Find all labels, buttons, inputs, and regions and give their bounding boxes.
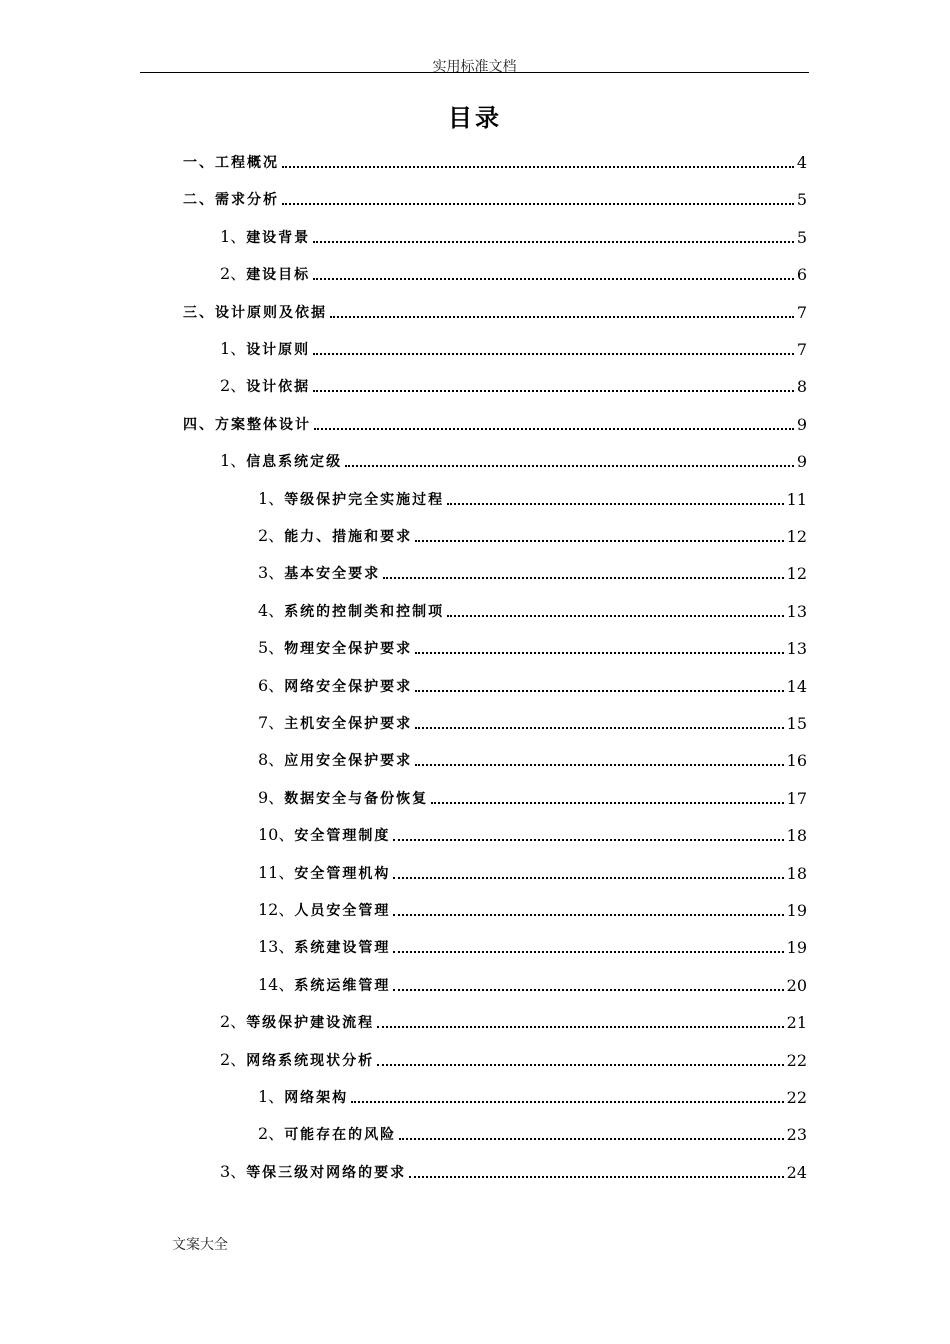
toc-entry-number: 2、 bbox=[220, 376, 247, 395]
toc-entry-title: 能力、措施和要求 bbox=[284, 529, 413, 545]
toc-entry-title: 设计原则 bbox=[246, 342, 311, 358]
toc-entry-title: 网络安全保护要求 bbox=[284, 679, 413, 695]
toc-entry[interactable] bbox=[258, 709, 807, 733]
toc-entry-label bbox=[258, 934, 390, 957]
toc-entry-title: 设计原则及依据 bbox=[215, 305, 327, 321]
toc-dot-leader bbox=[330, 316, 794, 318]
toc-entry-label bbox=[220, 373, 310, 396]
toc-page-number: 9 bbox=[796, 415, 807, 434]
toc-dot-leader bbox=[282, 166, 794, 168]
toc-dot-leader bbox=[415, 764, 783, 766]
toc-entry-number: 14、 bbox=[258, 975, 295, 994]
toc-entry[interactable] bbox=[220, 1008, 807, 1032]
toc-dot-leader bbox=[383, 577, 783, 579]
toc-entry-label bbox=[220, 336, 310, 359]
toc-dot-leader bbox=[393, 839, 783, 841]
toc-entry-number: 二、 bbox=[183, 192, 215, 208]
toc-entry[interactable] bbox=[258, 821, 807, 845]
toc-entry-title: 方案整体设计 bbox=[215, 417, 311, 433]
toc-entry[interactable] bbox=[220, 1046, 807, 1070]
toc-entry-title: 工程概况 bbox=[215, 155, 279, 171]
toc-page-number: 7 bbox=[796, 340, 807, 359]
toc-entry-title: 安全管理制度 bbox=[294, 828, 391, 844]
toc-dot-leader bbox=[377, 1026, 783, 1028]
toc-entry-number: 2、 bbox=[220, 264, 247, 283]
toc-entry-label bbox=[258, 486, 444, 509]
toc-entry-label bbox=[183, 302, 327, 322]
toc-entry-label bbox=[220, 448, 342, 471]
toc-dot-leader bbox=[415, 652, 783, 654]
toc-entry-number: 4、 bbox=[258, 601, 285, 620]
toc-page-number: 9 bbox=[796, 452, 807, 471]
toc-entry-title: 建设目标 bbox=[246, 267, 311, 283]
toc-entry-number: 1、 bbox=[220, 451, 247, 470]
toc-entry[interactable] bbox=[220, 223, 807, 247]
toc-dot-leader bbox=[399, 1138, 783, 1140]
toc-entry-number: 四、 bbox=[183, 417, 215, 433]
page-footer: 文案大全 bbox=[172, 1237, 228, 1253]
toc-entry[interactable] bbox=[258, 971, 807, 995]
toc-entry-label bbox=[258, 1121, 396, 1144]
toc-entry-title: 物理安全保护要求 bbox=[284, 641, 413, 657]
toc-entry-title: 等保三级对网络的要求 bbox=[246, 1165, 407, 1181]
toc-entry-number: 三、 bbox=[183, 305, 215, 321]
toc-entry-number: 一、 bbox=[183, 155, 215, 171]
toc-entry[interactable] bbox=[258, 1120, 807, 1144]
toc-dot-leader bbox=[314, 428, 794, 430]
toc-page-number: 12 bbox=[786, 564, 807, 583]
toc-entry-number: 3、 bbox=[220, 1162, 247, 1181]
toc-dot-leader bbox=[313, 390, 794, 392]
toc-dot-leader bbox=[345, 465, 794, 467]
toc-entry-label bbox=[258, 897, 390, 920]
toc-page-number: 21 bbox=[786, 1013, 807, 1032]
toc-page-number: 14 bbox=[786, 677, 807, 696]
toc-dot-leader bbox=[313, 353, 794, 355]
toc-entry-number: 2、 bbox=[220, 1050, 247, 1069]
toc-entry-number: 12、 bbox=[258, 900, 295, 919]
toc-entry-label bbox=[258, 860, 390, 883]
toc-page-number: 18 bbox=[786, 826, 807, 845]
toc-dot-leader bbox=[415, 727, 783, 729]
toc-entry-number: 2、 bbox=[258, 526, 285, 545]
toc-dot-leader bbox=[415, 540, 783, 542]
toc-entry[interactable] bbox=[220, 447, 807, 471]
toc-page-number: 6 bbox=[796, 265, 807, 284]
toc-entry-title: 网络系统现状分析 bbox=[246, 1053, 375, 1069]
toc-entry-number: 9、 bbox=[258, 788, 285, 807]
toc-entry-title: 应用安全保护要求 bbox=[284, 753, 413, 769]
toc-entry-number: 11、 bbox=[258, 863, 295, 882]
toc-page-number: 20 bbox=[786, 976, 807, 995]
toc-entry-title: 建设背景 bbox=[246, 230, 311, 246]
toc-entry-label bbox=[220, 224, 310, 247]
toc-entry[interactable] bbox=[258, 485, 807, 509]
toc-dot-leader bbox=[447, 503, 783, 505]
toc-entry-label bbox=[258, 673, 412, 696]
toc-dot-leader bbox=[393, 989, 783, 991]
toc-entry-label bbox=[220, 1047, 374, 1070]
toc-page-number: 13 bbox=[786, 639, 807, 658]
toc-entry[interactable] bbox=[183, 410, 807, 434]
toc-entry-number: 7、 bbox=[258, 713, 285, 732]
toc-entry-label bbox=[258, 635, 412, 658]
toc-entry-label bbox=[220, 1009, 374, 1032]
toc-dot-leader bbox=[351, 1101, 783, 1103]
toc-entry-label bbox=[220, 261, 310, 284]
toc-entry-label bbox=[258, 598, 444, 621]
toc-entry-title: 设计依据 bbox=[246, 379, 311, 395]
toc-entry-title: 系统建设管理 bbox=[294, 940, 391, 956]
toc-page-number: 22 bbox=[786, 1088, 807, 1107]
toc-entry-number: 8、 bbox=[258, 750, 285, 769]
toc-entry-number: 6、 bbox=[258, 676, 285, 695]
toc-dot-leader bbox=[409, 1176, 783, 1178]
toc-page-number: 16 bbox=[786, 751, 807, 770]
toc-entry[interactable] bbox=[183, 185, 807, 209]
toc-entry-number: 1、 bbox=[258, 489, 285, 508]
toc-entry[interactable] bbox=[258, 859, 807, 883]
toc-entry-title: 网络架构 bbox=[284, 1090, 349, 1106]
toc-entry-title: 需求分析 bbox=[215, 192, 279, 208]
toc-entry-title: 等级保护完全实施过程 bbox=[284, 492, 445, 508]
toc-page-number: 24 bbox=[786, 1163, 807, 1182]
toc-entry-title: 数据安全与备份恢复 bbox=[284, 791, 429, 807]
toc-entry-label bbox=[220, 1159, 406, 1182]
toc-entry-number: 10、 bbox=[258, 825, 295, 844]
toc-entry[interactable] bbox=[183, 148, 807, 172]
toc-dot-leader bbox=[431, 802, 783, 804]
toc-page-number: 17 bbox=[786, 789, 807, 808]
toc-entry-label bbox=[258, 822, 390, 845]
toc-entry-number: 2、 bbox=[220, 1012, 247, 1031]
toc-entry-label bbox=[258, 560, 380, 583]
toc-entry[interactable] bbox=[258, 933, 807, 957]
toc-entry-title: 等级保护建设流程 bbox=[246, 1015, 375, 1031]
page-header: 实用标准文档 bbox=[432, 59, 517, 75]
toc-entry-label bbox=[183, 152, 279, 172]
toc-page-number: 8 bbox=[796, 377, 807, 396]
toc-dot-leader bbox=[377, 1064, 783, 1066]
toc-entry[interactable] bbox=[258, 597, 807, 621]
toc-dot-leader bbox=[393, 914, 783, 916]
toc-entry[interactable] bbox=[220, 1158, 807, 1182]
toc-entry[interactable] bbox=[258, 1083, 807, 1107]
toc-entry-label bbox=[258, 785, 428, 808]
toc-entry-number: 1、 bbox=[220, 227, 247, 246]
toc-entry[interactable] bbox=[258, 672, 807, 696]
toc-entry-number: 3、 bbox=[258, 563, 285, 582]
toc-entry[interactable] bbox=[258, 634, 807, 658]
toc-dot-leader bbox=[415, 690, 783, 692]
toc-entry[interactable] bbox=[220, 335, 807, 359]
toc-entry-label bbox=[183, 189, 279, 209]
toc-page-number: 19 bbox=[786, 938, 807, 957]
toc-dot-leader bbox=[393, 877, 783, 879]
toc-entry[interactable] bbox=[258, 559, 807, 583]
toc-dot-leader bbox=[447, 615, 783, 617]
toc-page-number: 11 bbox=[786, 490, 807, 509]
toc-entry[interactable] bbox=[220, 260, 807, 284]
toc-dot-leader bbox=[282, 203, 794, 205]
toc-entry-label bbox=[258, 710, 412, 733]
toc-entry-title: 信息系统定级 bbox=[246, 454, 343, 470]
toc-entry[interactable] bbox=[258, 522, 807, 546]
toc-page-number: 13 bbox=[786, 602, 807, 621]
toc-entry-number: 1、 bbox=[258, 1087, 285, 1106]
toc-page-number: 15 bbox=[786, 714, 807, 733]
toc-dot-leader bbox=[313, 241, 794, 243]
toc-entry[interactable] bbox=[220, 372, 807, 396]
toc-entry-number: 13、 bbox=[258, 937, 295, 956]
toc-entry-title: 人员安全管理 bbox=[294, 903, 391, 919]
toc-page-number: 12 bbox=[786, 527, 807, 546]
toc-entry-title: 安全管理机构 bbox=[294, 866, 391, 882]
toc-entry-title: 系统的控制类和控制项 bbox=[284, 604, 445, 620]
toc-page-number: 4 bbox=[796, 153, 807, 172]
toc-entry[interactable] bbox=[258, 746, 807, 770]
toc-entry-title: 主机安全保护要求 bbox=[284, 716, 413, 732]
toc-page-number: 18 bbox=[786, 864, 807, 883]
toc-page-number: 5 bbox=[796, 228, 807, 247]
toc-entry-label bbox=[258, 1084, 348, 1107]
toc-entry-number: 1、 bbox=[220, 339, 247, 358]
toc-entry-title: 可能存在的风险 bbox=[284, 1127, 397, 1143]
toc-page-number: 7 bbox=[796, 303, 807, 322]
toc-entry-number: 2、 bbox=[258, 1124, 285, 1143]
toc-dot-leader bbox=[393, 951, 783, 953]
toc-page-number: 23 bbox=[786, 1125, 807, 1144]
toc-page-number: 22 bbox=[786, 1051, 807, 1070]
toc-page-number: 19 bbox=[786, 901, 807, 920]
toc-entry[interactable] bbox=[183, 298, 807, 322]
toc-entry-title: 基本安全要求 bbox=[284, 566, 381, 582]
toc-title: 目录 bbox=[448, 104, 502, 132]
toc-entry-number: 5、 bbox=[258, 638, 285, 657]
toc-entry-label bbox=[183, 414, 311, 434]
toc-entry-title: 系统运维管理 bbox=[294, 978, 391, 994]
header-rule bbox=[140, 72, 809, 73]
toc-entry-label bbox=[258, 523, 412, 546]
toc-entry[interactable] bbox=[258, 784, 807, 808]
toc-entry[interactable] bbox=[258, 896, 807, 920]
toc-dot-leader bbox=[313, 278, 794, 280]
toc-page-number: 5 bbox=[796, 190, 807, 209]
toc-entry-label bbox=[258, 747, 412, 770]
toc-entry-label bbox=[258, 972, 390, 995]
